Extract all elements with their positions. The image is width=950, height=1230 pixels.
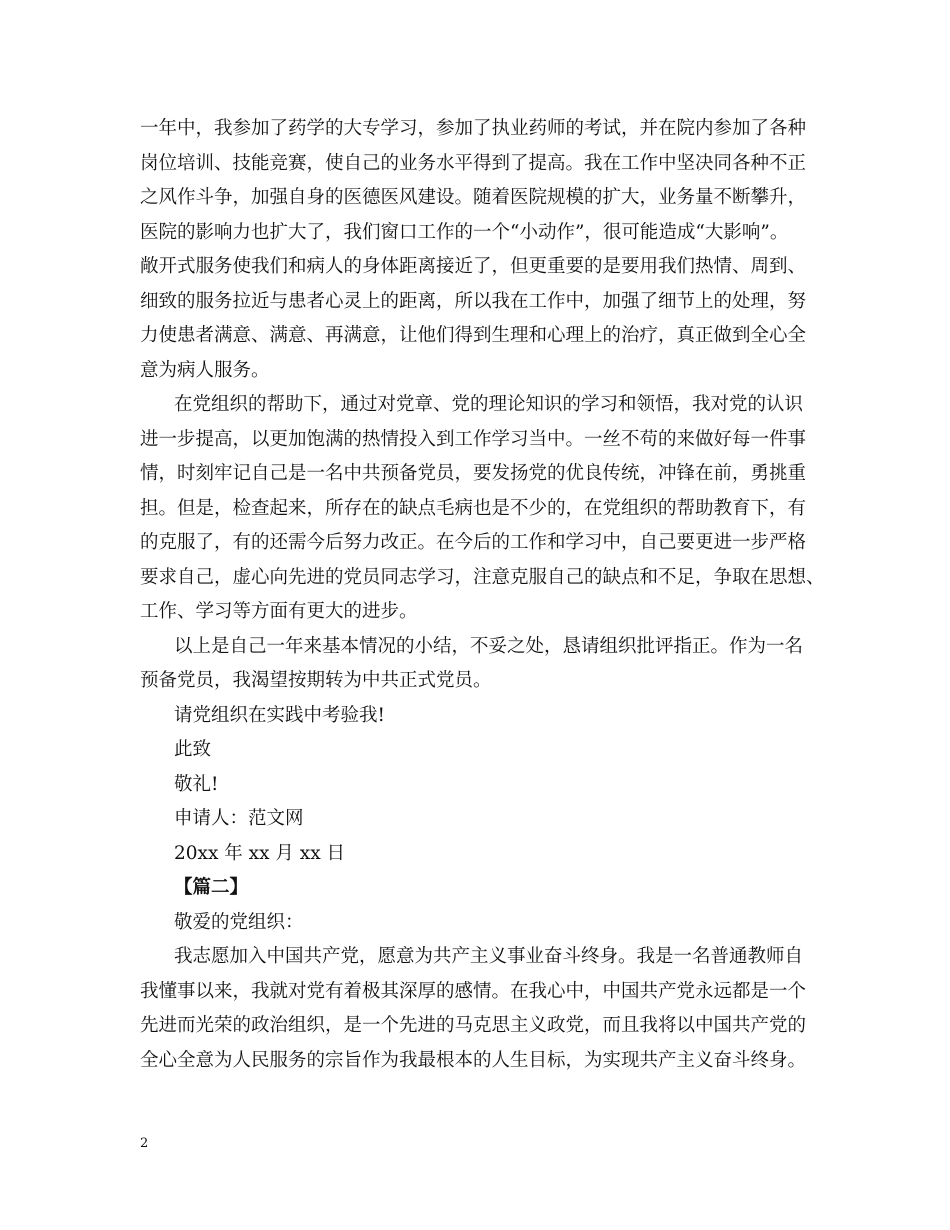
text-line: 细致的服务拉近与患者心灵上的距离，所以我在工作中，加强了细节上的处理，努 — [140, 290, 807, 312]
text-line: 申请人：范文网 — [174, 808, 304, 829]
text-line: 预备党员，我渴望按期转为中共正式党员。 — [140, 670, 492, 691]
text-line: 的克服了，有的还需今后努力改正。在今后的工作和学习中，自己要更进一步严格 — [140, 532, 807, 553]
text-line: 请党组织在实践中考验我! — [174, 704, 385, 726]
text-line: 我志愿加入中国共产党，愿意为共产主义事业奋斗终身。我是一名普通教师自 — [174, 946, 804, 967]
text-line: 担。但是，检查起来，所存在的缺点毛病也是不少的，在党组织的帮助教育下，有 — [140, 497, 807, 519]
text-line: 之风作斗争，加强自身的医德医风建设。随着医院规模的扩大，业务量不断攀升， — [140, 187, 807, 208]
document-body — [140, 112, 825, 1078]
text-line: 岗位培训、技能竞赛，使自己的业务水平得到了提高。我在工作中坚决同各种不正 — [140, 152, 807, 174]
text-line: 情，时刻牢记自己是一名中共预备党员，要发扬党的优良传统，冲锋在前，勇挑重 — [140, 463, 807, 484]
text-line: 以上是自己一年来基本情况的小结，不妥之处，恳请组织批评指正。作为一名 — [174, 635, 804, 657]
text-line: 进一步提高，以更加饱满的热情投入到工作学习当中。一丝不苟的来做好每一件事 — [140, 428, 807, 450]
text-line: 医院的影响力也扩大了，我们窗口工作的一个“小动作”，很可能造成“大影响”。 — [140, 221, 789, 243]
text-line: 敞开式服务使我们和病人的身体距离接近了，但更重要的是要用我们热情、周到、 — [140, 256, 807, 277]
text-line: 要求自己，虚心向先进的党员同志学习，注意克服自己的缺点和不足，争取在思想、 — [140, 566, 825, 588]
text-line: 工作、学习等方面有更大的进步。 — [140, 601, 418, 622]
text-line: 此致 — [174, 739, 212, 760]
text-line: 力使患者满意、满意、再满意，让他们得到生理和心理上的治疗，真正做到全心全 — [140, 325, 807, 346]
text-line: 全心全意为人民服务的宗旨作为我最根本的人生目标，为实现共产主义奋斗终身。 — [140, 1049, 807, 1071]
text-line: 一年中，我参加了药学的大专学习，参加了执业药师的考试，并在院内参加了各种 — [140, 118, 807, 139]
text-line: 【篇二】 — [174, 877, 249, 898]
text-line: 敬爱的党组织： — [174, 911, 304, 933]
text-line: 在党组织的帮助下，通过对党章、党的理论知识的学习和领悟，我对党的认识 — [174, 394, 804, 415]
text-line: 先进而光荣的政治组织，是一个先进的马克思主义政党，而且我将以中国共产党的 — [140, 1015, 807, 1036]
text-line: 敬礼! — [174, 773, 219, 795]
page-number: 2 — [140, 1136, 149, 1151]
text-line: 20xx 年 xx 月 xx 日 — [174, 842, 346, 864]
text-line: 意为病人服务。 — [140, 359, 270, 381]
text-line: 我懂事以来，我就对党有着极其深厚的感情。在我心中，中国共产党永远都是一个 — [140, 980, 807, 1002]
